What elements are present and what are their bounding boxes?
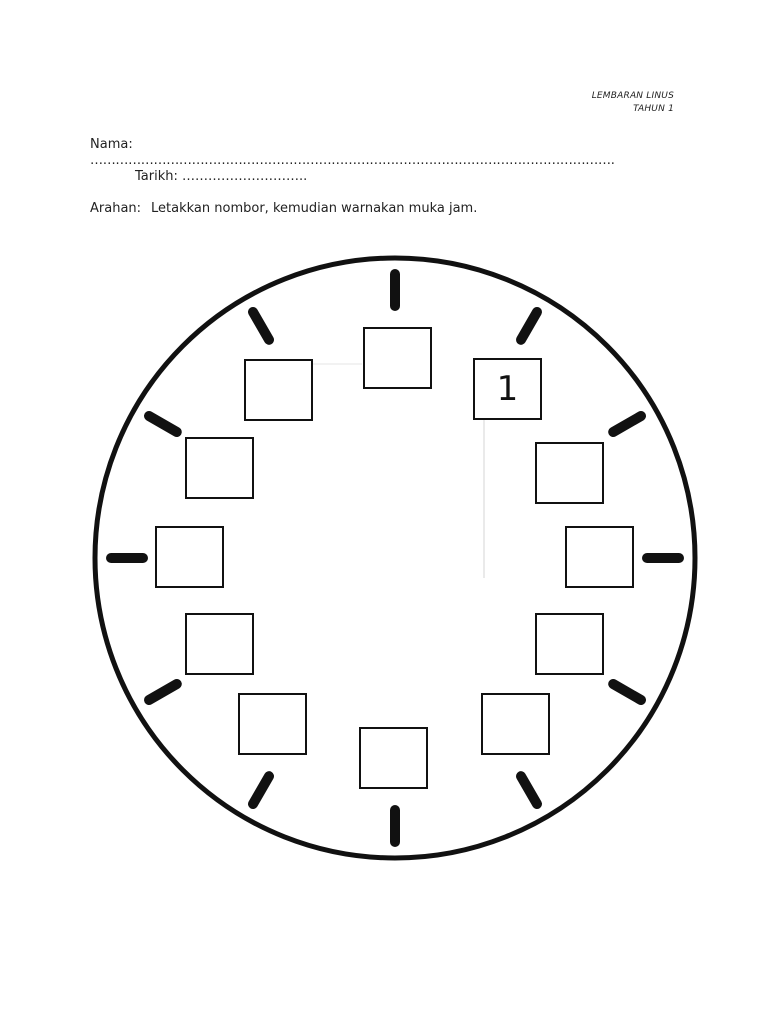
- worksheet-grade-label: TAHUN 1: [633, 104, 674, 114]
- instruction-text: Letakkan nombor, kemudian warnakan muka jam.: [151, 201, 478, 216]
- clock-faint-guides: [312, 364, 484, 578]
- number-boxes: [156, 328, 633, 788]
- number-box-6[interactable]: [360, 728, 427, 788]
- number-box-3[interactable]: [566, 527, 633, 587]
- number-box-1[interactable]: [474, 359, 541, 419]
- hour-tick-8: [149, 684, 177, 700]
- number-box-8[interactable]: [186, 614, 253, 674]
- name-label: Nama:: [90, 137, 133, 152]
- name-blank-line[interactable]: …………………………………………………………………………………………………………….: [90, 153, 615, 168]
- number-box-5[interactable]: [482, 694, 549, 754]
- number-box-4[interactable]: [536, 614, 603, 674]
- hour-tick-5: [521, 776, 537, 804]
- hour-tick-1: [521, 312, 537, 340]
- worksheet-series-label: LEMBARAN LINUS: [591, 91, 674, 101]
- number-box-value: 1: [496, 369, 519, 409]
- hour-tick-4: [613, 684, 641, 700]
- hour-tick-2: [613, 416, 641, 432]
- hour-tick-10: [149, 416, 177, 432]
- hour-tick-7: [253, 776, 269, 804]
- number-box-10[interactable]: [186, 438, 253, 498]
- hour-tick-11: [253, 312, 269, 340]
- date-label: Tarikh:: [135, 169, 178, 184]
- number-box-11[interactable]: [245, 360, 312, 420]
- date-blank-line[interactable]: ………………………..: [182, 169, 308, 184]
- number-box-12[interactable]: [364, 328, 431, 388]
- number-box-7[interactable]: [239, 694, 306, 754]
- instruction-label: Arahan:: [90, 201, 142, 216]
- number-box-2[interactable]: [536, 443, 603, 503]
- number-box-9[interactable]: [156, 527, 223, 587]
